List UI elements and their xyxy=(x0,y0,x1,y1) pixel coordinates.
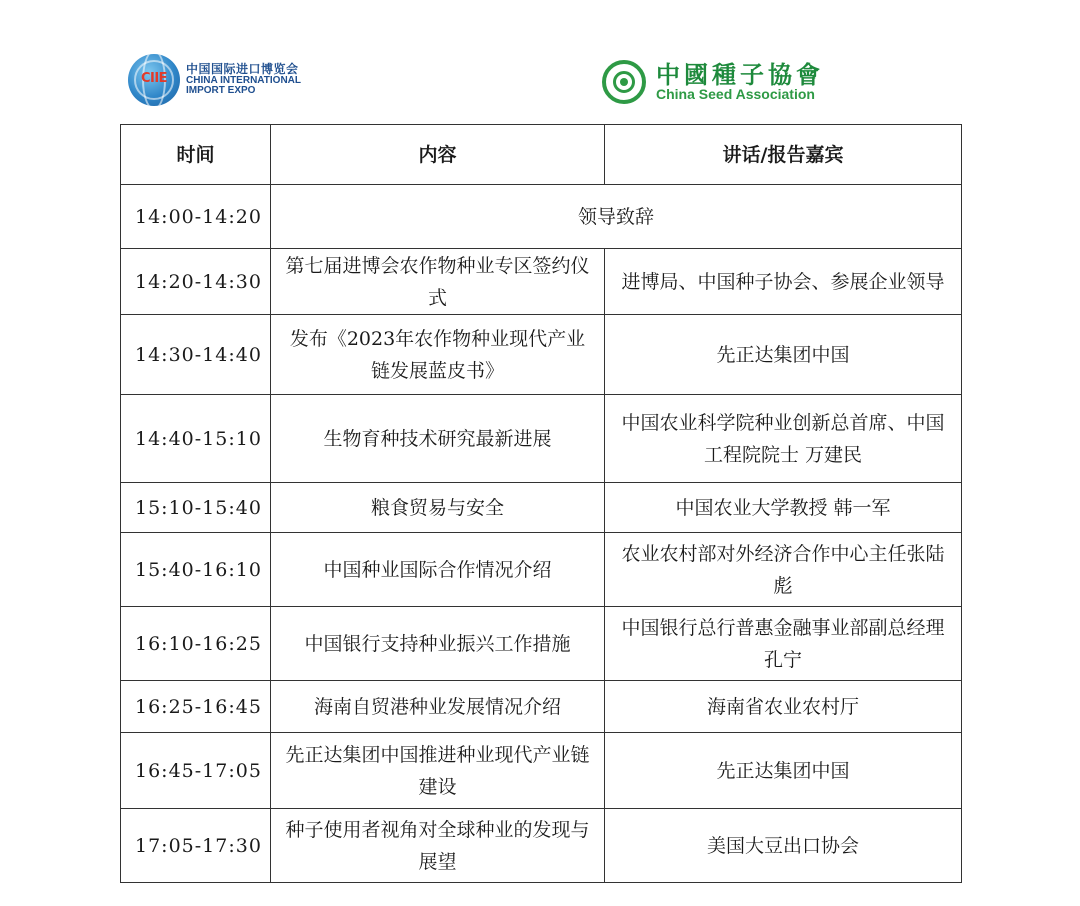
ciie-logo xyxy=(128,54,301,106)
table-row xyxy=(121,607,962,681)
row-content: 第七届进博会农作物种业专区签约仪式 xyxy=(271,249,605,315)
row-content: 生物育种技术研究最新进展 xyxy=(271,395,605,483)
csa-text xyxy=(656,59,824,103)
csa-name-en: China Seed Association xyxy=(656,85,815,102)
row-time: 14:40-15:10 xyxy=(121,395,271,483)
table-row xyxy=(121,483,962,533)
schedule-table xyxy=(120,124,962,883)
row-content: 发布《2023年农作物种业现代产业链发展蓝皮书》 xyxy=(271,315,605,395)
table-row xyxy=(121,533,962,607)
row-content: 海南自贸港种业发展情况介绍 xyxy=(271,681,605,733)
page-header xyxy=(0,0,1080,124)
row-content: 种子使用者视角对全球种业的发现与展望 xyxy=(271,809,605,883)
ciie-name-en-1: CHINA INTERNATIONAL xyxy=(186,74,301,86)
ciie-mark: CIIE xyxy=(140,71,168,86)
ciie-globe-icon xyxy=(128,54,180,106)
table-row xyxy=(121,249,962,315)
row-content: 中国种业国际合作情况介绍 xyxy=(271,533,605,607)
table-row xyxy=(121,315,962,395)
table-row xyxy=(121,681,962,733)
row-content: 领导致辞 xyxy=(271,185,962,249)
row-time: 17:05-17:30 xyxy=(121,809,271,883)
csa-logo xyxy=(602,60,824,104)
row-speaker: 中国农业科学院种业创新总首席、中国工程院院士 万建民 xyxy=(605,395,962,483)
row-speaker: 进博局、中国种子协会、参展企业领导 xyxy=(605,249,962,315)
table-row xyxy=(121,809,962,883)
row-speaker: 美国大豆出口协会 xyxy=(605,809,962,883)
row-time: 16:25-16:45 xyxy=(121,681,271,733)
row-content: 粮食贸易与安全 xyxy=(271,483,605,533)
row-time: 16:10-16:25 xyxy=(121,607,271,681)
header-content: 内容 xyxy=(271,125,605,185)
row-speaker: 农业农村部对外经济合作中心主任张陆彪 xyxy=(605,533,962,607)
row-time: 14:20-14:30 xyxy=(121,249,271,315)
table-row xyxy=(121,733,962,809)
table-row xyxy=(121,185,962,249)
row-speaker: 先正达集团中国 xyxy=(605,315,962,395)
ciie-name-en-2: IMPORT EXPO xyxy=(186,85,256,97)
row-speaker: 先正达集团中国 xyxy=(605,733,962,809)
header-speaker: 讲话/报告嘉宾 xyxy=(605,125,962,185)
row-time: 14:00-14:20 xyxy=(121,185,271,249)
csa-name-cn: 中國種子協會 xyxy=(656,59,824,89)
row-content: 先正达集团中国推进种业现代产业链建设 xyxy=(271,733,605,809)
row-time: 15:40-16:10 xyxy=(121,533,271,607)
row-time: 14:30-14:40 xyxy=(121,315,271,395)
table-row xyxy=(121,395,962,483)
ciie-text xyxy=(186,63,301,97)
row-speaker: 中国银行总行普惠金融事业部副总经理 孔宁 xyxy=(605,607,962,681)
row-time: 15:10-15:40 xyxy=(121,483,271,533)
seed-association-emblem-icon xyxy=(602,60,646,104)
table-header-row xyxy=(121,125,962,185)
row-time: 16:45-17:05 xyxy=(121,733,271,809)
header-time: 时间 xyxy=(121,125,271,185)
row-speaker: 中国农业大学教授 韩一军 xyxy=(605,483,962,533)
row-speaker: 海南省农业农村厅 xyxy=(605,681,962,733)
row-content: 中国银行支持种业振兴工作措施 xyxy=(271,607,605,681)
ciie-name-cn: 中国国际进口博览会 xyxy=(186,62,299,77)
